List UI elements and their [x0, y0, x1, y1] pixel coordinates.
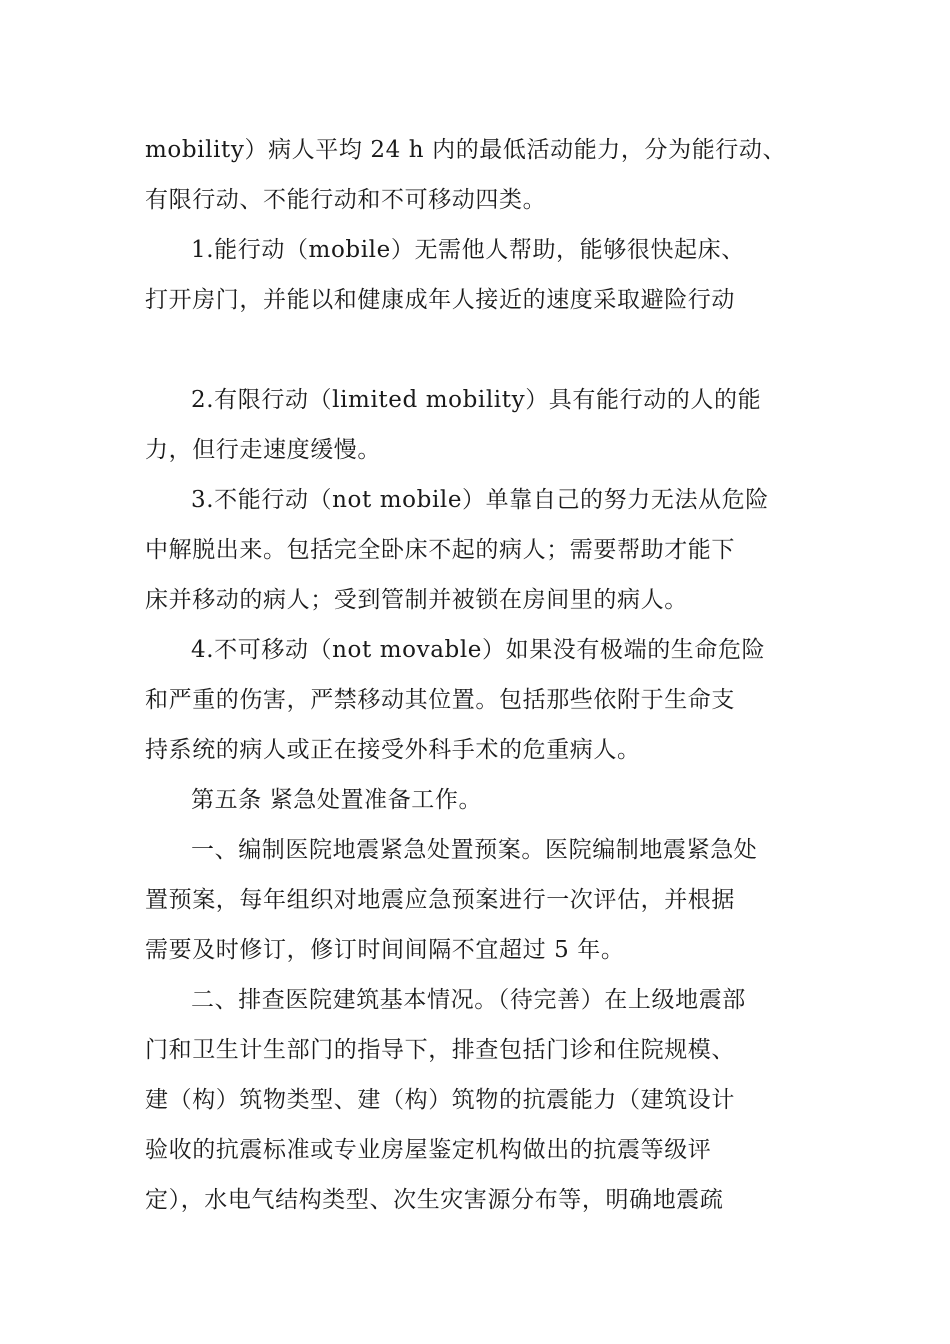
text-line: 验收的抗震标准或专业房屋鉴定机构做出的抗震等级评: [145, 1137, 712, 1163]
text-line: 有限行动、不能行动和不可移动四类。: [145, 187, 547, 213]
text-line: 定），水电气结构类型、次生灾害源分布等，明确地震疏: [145, 1187, 724, 1213]
text-line: 置预案，每年组织对地震应急预案进行一次评估，并根据: [145, 887, 735, 913]
text-line: 持系统的病人或正在接受外科手术的危重病人。: [145, 737, 641, 763]
list-item-limited-mobility: 2.有限行动（limited mobility）具有能行动的人的能: [191, 387, 762, 413]
blank-line: [145, 325, 815, 375]
text-line: mobility）病人平均 24 h 内的最低活动能力，分为能行动、: [145, 137, 787, 163]
document-body: [145, 125, 815, 1225]
paragraph-start: 二、排查医院建筑基本情况。（待完善）在上级地震部: [191, 987, 746, 1013]
text-line: 门和卫生计生部门的指导下，排查包括门诊和住院规模、: [145, 1037, 735, 1063]
paragraph-start: 一、编制医院地震紧急处置预案。医院编制地震紧急处: [191, 837, 758, 863]
text-line: 建（构）筑物类型、建（构）筑物的抗震能力（建筑设计: [145, 1087, 735, 1113]
text-line: 打开房门，并能以和健康成年人接近的速度采取避险行动: [145, 287, 735, 313]
list-item-not-mobile: 3.不能行动（not mobile）单靠自己的努力无法从危险: [191, 487, 769, 513]
text-line: 床并移动的病人；受到管制并被锁在房间里的病人。: [145, 587, 688, 613]
list-item-not-movable: 4.不可移动（not movable）如果没有极端的生命危险: [191, 637, 766, 663]
text-line: 力，但行走速度缓慢。: [145, 437, 381, 463]
text-line: 中解脱出来。包括完全卧床不起的病人；需要帮助才能下: [145, 537, 735, 563]
section-heading: 第五条 紧急处置准备工作。: [191, 787, 483, 813]
list-item-mobile: 1.能行动（mobile）无需他人帮助，能够很快起床、: [191, 237, 745, 263]
text-line: 需要及时修订，修订时间间隔不宜超过 5 年。: [145, 937, 625, 963]
text-line: 和严重的伤害，严禁移动其位置。包括那些依附于生命支: [145, 687, 735, 713]
